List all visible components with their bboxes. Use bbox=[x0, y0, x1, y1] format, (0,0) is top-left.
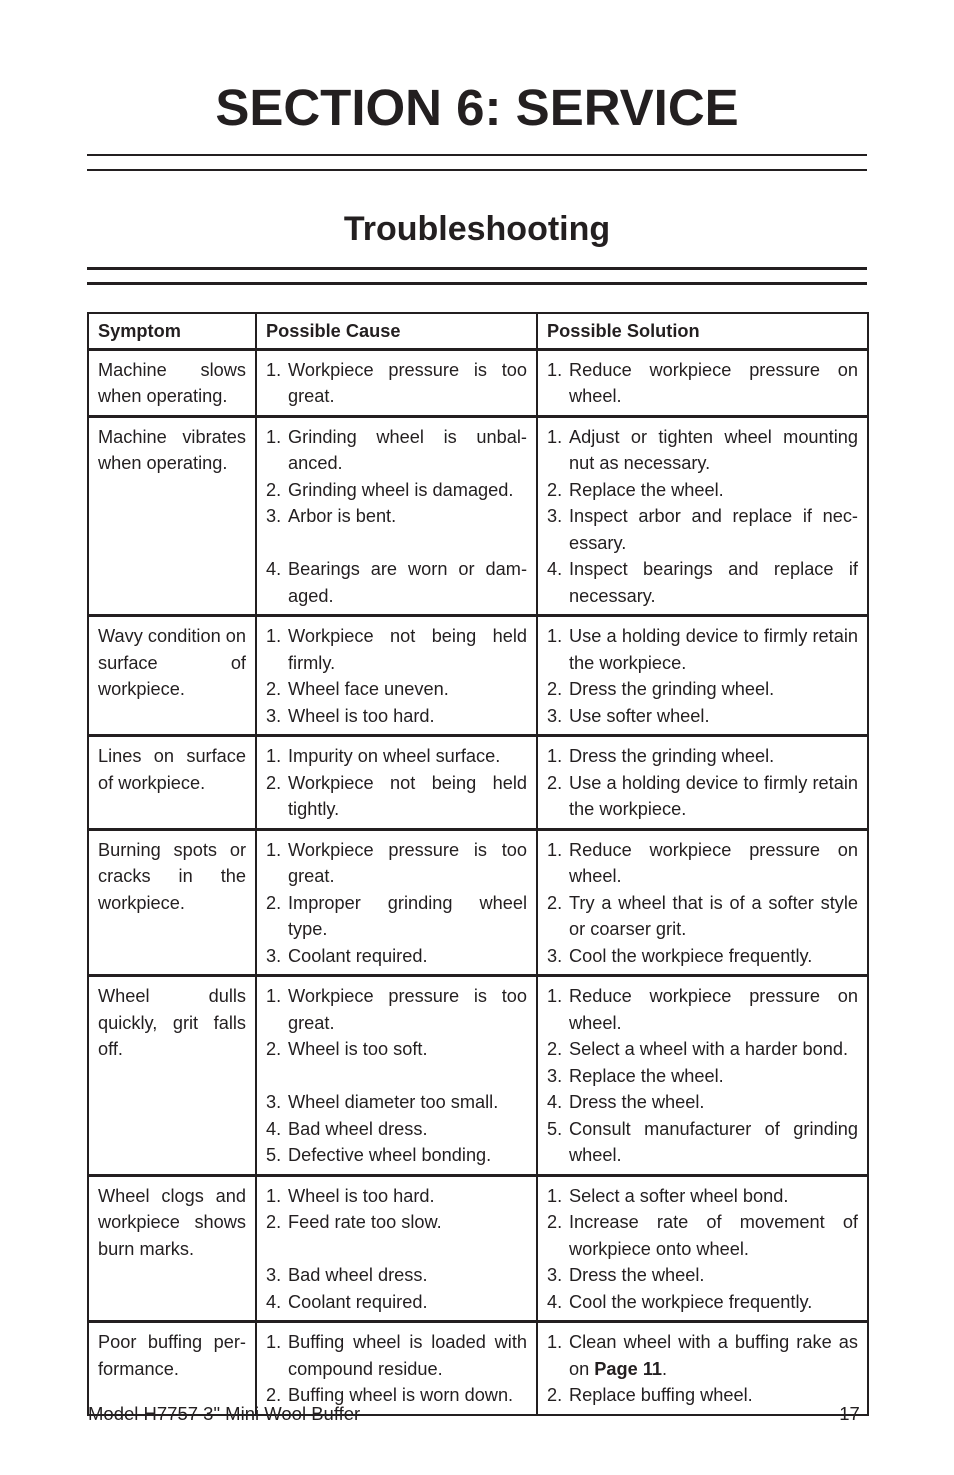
item-number: 1. bbox=[547, 626, 563, 646]
solution-text-main: Consult manufacturer of grinding wheel. bbox=[569, 1118, 858, 1165]
cause-text-main: Wheel face uneven. bbox=[288, 679, 449, 699]
item-number: 4. bbox=[266, 1118, 282, 1139]
table-row bbox=[88, 616, 868, 736]
symptom-cell: Lines on surface of workpiece. bbox=[88, 736, 256, 830]
item-number: 3. bbox=[547, 1065, 563, 1086]
solution-text bbox=[569, 676, 858, 703]
solution-text-main: Replace the wheel. bbox=[569, 1065, 724, 1086]
solution-text-main: Try a wheel that is of a softer style or coarser grit. bbox=[569, 892, 858, 939]
cause-item bbox=[266, 1036, 527, 1063]
solution-text bbox=[569, 770, 858, 823]
item-number: 1. bbox=[266, 1332, 282, 1352]
solution-item bbox=[547, 703, 858, 730]
spacer bbox=[266, 1236, 527, 1263]
spacer bbox=[266, 1063, 527, 1090]
column-header-solution: Possible Solution bbox=[537, 313, 868, 349]
cause-text bbox=[288, 770, 527, 823]
cause-text-main: Bad wheel dress. bbox=[288, 1118, 428, 1139]
cause-item bbox=[266, 424, 527, 477]
cause-text bbox=[288, 943, 527, 970]
solution-item bbox=[547, 1183, 858, 1210]
cause-item bbox=[266, 890, 527, 943]
cause-text-main: Workpiece not being held firmly. bbox=[288, 626, 527, 673]
symptom-cell: Poor buffing per-formance. bbox=[88, 1322, 256, 1415]
cause-text-main: Grinding wheel is unbal-anced. bbox=[288, 426, 527, 473]
item-number: 1. bbox=[266, 626, 282, 646]
cause-text-main: Grinding wheel is damaged. bbox=[288, 479, 514, 500]
item-number: 2. bbox=[266, 479, 282, 500]
column-header-cause: Possible Cause bbox=[256, 313, 537, 349]
solution-text bbox=[569, 556, 858, 609]
item-number: 4. bbox=[547, 1092, 563, 1112]
cause-text bbox=[288, 1089, 527, 1116]
solution-item bbox=[547, 1089, 858, 1116]
item-number: 1. bbox=[547, 359, 563, 380]
cause-text bbox=[288, 676, 527, 703]
solution-item bbox=[547, 1289, 858, 1316]
divider bbox=[87, 282, 867, 285]
table-row bbox=[88, 1175, 868, 1322]
item-number: 3. bbox=[266, 945, 282, 966]
cause-text bbox=[288, 1329, 527, 1382]
solution-text-main: Dress the grinding wheel. bbox=[569, 679, 775, 699]
cause-text bbox=[288, 357, 527, 410]
spacer bbox=[266, 530, 527, 557]
solution-text-main: Select a softer wheel bond. bbox=[569, 1185, 789, 1206]
cause-text bbox=[288, 556, 527, 609]
solution-text bbox=[569, 943, 858, 970]
solution-cell bbox=[537, 736, 868, 830]
item-number: 3. bbox=[266, 1265, 282, 1285]
solution-cell bbox=[537, 1175, 868, 1322]
item-number: 4. bbox=[547, 1291, 563, 1312]
item-number: 2. bbox=[266, 772, 282, 793]
solution-item bbox=[547, 1209, 858, 1262]
cause-item bbox=[266, 477, 527, 504]
item-number: 1. bbox=[547, 746, 563, 766]
table-row bbox=[88, 736, 868, 830]
cause-cell bbox=[256, 1175, 537, 1322]
item-number: 1. bbox=[266, 1185, 282, 1206]
solution-text-main: Replace the wheel. bbox=[569, 479, 724, 500]
item-number: 3. bbox=[266, 506, 282, 526]
solution-text bbox=[569, 743, 858, 770]
solution-item bbox=[547, 477, 858, 504]
solution-text-tail: . bbox=[662, 1358, 668, 1379]
solution-text bbox=[569, 1063, 858, 1090]
item-number: 4. bbox=[266, 559, 282, 579]
solution-text bbox=[569, 837, 858, 890]
solution-item bbox=[547, 676, 858, 703]
section-title: SECTION 6: SERVICE bbox=[215, 79, 739, 136]
cause-text-main: Coolant required. bbox=[288, 945, 428, 966]
cause-text bbox=[288, 1183, 527, 1210]
solution-item bbox=[547, 503, 858, 556]
solution-text-main: Cool the workpiece frequently. bbox=[569, 1291, 813, 1312]
cause-text-main: Bearings are worn or dam-aged. bbox=[288, 559, 527, 606]
cause-item bbox=[266, 623, 527, 676]
cause-text bbox=[288, 1116, 527, 1143]
item-number: 3. bbox=[547, 705, 563, 726]
cause-item bbox=[266, 676, 527, 703]
cause-text-main: Impurity on wheel surface. bbox=[288, 746, 501, 766]
item-number: 3. bbox=[266, 705, 282, 726]
solution-text bbox=[569, 1116, 858, 1169]
symptom-cell: Burning spots or cracks in the workpiece. bbox=[88, 829, 256, 976]
item-number: 4. bbox=[266, 1291, 282, 1312]
cause-text-main: Feed rate too slow. bbox=[288, 1212, 442, 1232]
solution-text-main: Increase rate of movement of workpiece onto wheel. bbox=[569, 1212, 858, 1259]
solution-text-main: Inspect bearings and replace if necessary. bbox=[569, 559, 858, 606]
cause-text-main: Workpiece not being held tightly. bbox=[288, 772, 527, 819]
solution-text-main: Inspect arbor and replace if nec-essary. bbox=[569, 506, 858, 553]
solution-text-main: Cool the workpiece frequently. bbox=[569, 945, 813, 966]
item-number: 5. bbox=[266, 1145, 282, 1165]
item-number: 2. bbox=[547, 772, 563, 793]
cause-item bbox=[266, 1142, 527, 1169]
solution-item bbox=[547, 983, 858, 1036]
item-number: 4. bbox=[547, 559, 563, 579]
solution-text bbox=[569, 357, 858, 410]
solution-item bbox=[547, 837, 858, 890]
item-number: 2. bbox=[547, 892, 563, 913]
symptom-cell: Machine vibrates when operating. bbox=[88, 416, 256, 616]
cause-item bbox=[266, 743, 527, 770]
cause-text bbox=[288, 623, 527, 676]
cause-text-main: Arbor is bent. bbox=[288, 506, 397, 526]
cause-text bbox=[288, 503, 527, 530]
cause-text bbox=[288, 743, 527, 770]
solution-text-main: Use a holding device to firmly retain the workpiece. bbox=[569, 626, 858, 673]
item-number: 2. bbox=[547, 1212, 563, 1232]
cause-text-main: Wheel is too hard. bbox=[288, 705, 435, 726]
item-number: 2. bbox=[266, 679, 282, 699]
solution-text-main: Dress the wheel. bbox=[569, 1265, 705, 1285]
solution-cell bbox=[537, 829, 868, 976]
cause-cell bbox=[256, 736, 537, 830]
item-number: 1. bbox=[266, 986, 282, 1006]
column-header-symptom: Symptom bbox=[88, 313, 256, 349]
item-number: 2. bbox=[266, 1039, 282, 1059]
solution-item bbox=[547, 890, 858, 943]
solution-item bbox=[547, 357, 858, 410]
cause-text bbox=[288, 1262, 527, 1289]
cause-cell bbox=[256, 829, 537, 976]
solution-cell bbox=[537, 416, 868, 616]
cause-text bbox=[288, 1209, 527, 1236]
cause-item bbox=[266, 1183, 527, 1210]
solution-item bbox=[547, 556, 858, 609]
cause-text-main: Workpiece pressure is too great. bbox=[288, 359, 527, 406]
solution-item bbox=[547, 770, 858, 823]
table-header-row bbox=[88, 313, 868, 349]
item-number: 3. bbox=[547, 506, 563, 526]
item-number: 1. bbox=[547, 1332, 563, 1352]
solution-cell bbox=[537, 1322, 868, 1415]
table-row bbox=[88, 829, 868, 976]
solution-cell bbox=[537, 616, 868, 736]
item-number: 1. bbox=[266, 359, 282, 380]
solution-text bbox=[569, 503, 858, 556]
solution-item bbox=[547, 623, 858, 676]
cause-text bbox=[288, 424, 527, 477]
cause-text-main: Defective wheel bonding. bbox=[288, 1145, 492, 1165]
cause-text bbox=[288, 477, 527, 504]
solution-text-main: Reduce workpiece pressure on wheel. bbox=[569, 986, 858, 1033]
solution-text bbox=[569, 1183, 858, 1210]
item-number: 1. bbox=[266, 839, 282, 860]
cause-item bbox=[266, 1289, 527, 1316]
cause-text-main: Wheel diameter too small. bbox=[288, 1092, 499, 1112]
solution-text bbox=[569, 1262, 858, 1289]
cause-text bbox=[288, 1036, 527, 1063]
solution-item bbox=[547, 1063, 858, 1090]
cause-cell bbox=[256, 349, 537, 416]
cause-item bbox=[266, 1089, 527, 1116]
table-row bbox=[88, 1322, 868, 1415]
cause-item bbox=[266, 1209, 527, 1236]
symptom-cell: Machine slows when operating. bbox=[88, 349, 256, 416]
cause-text bbox=[288, 890, 527, 943]
cause-item bbox=[266, 1116, 527, 1143]
table-row bbox=[88, 416, 868, 616]
cause-cell bbox=[256, 976, 537, 1176]
solution-text-main: Adjust or tighten wheel mounting nut as necessary. bbox=[569, 426, 858, 473]
item-number: 2. bbox=[547, 679, 563, 699]
item-number: 2. bbox=[266, 892, 282, 913]
cause-text bbox=[288, 837, 527, 890]
solution-text bbox=[569, 1382, 858, 1409]
cause-item bbox=[266, 1329, 527, 1382]
solution-text bbox=[569, 890, 858, 943]
subsection-title: Troubleshooting bbox=[343, 210, 611, 248]
solution-item bbox=[547, 424, 858, 477]
solution-text-main: Dress the wheel. bbox=[569, 1092, 705, 1112]
item-number: 2. bbox=[547, 1039, 563, 1059]
troubleshooting-table bbox=[87, 312, 869, 1416]
cause-item bbox=[266, 357, 527, 410]
solution-text-main: Reduce workpiece pressure on wheel. bbox=[569, 839, 858, 886]
item-number: 1. bbox=[266, 746, 282, 766]
solution-item bbox=[547, 1262, 858, 1289]
page-reference: Page 11 bbox=[594, 1358, 663, 1379]
cause-text-main: Buffing wheel is loaded with compound residue. bbox=[288, 1332, 527, 1379]
solution-item bbox=[547, 943, 858, 970]
cause-text-main: Workpiece pressure is too great. bbox=[288, 986, 527, 1033]
cause-text bbox=[288, 1142, 527, 1169]
solution-cell bbox=[537, 349, 868, 416]
solution-item bbox=[547, 743, 858, 770]
cause-item bbox=[266, 770, 527, 823]
cause-cell bbox=[256, 416, 537, 616]
solution-text-main: Dress the grinding wheel. bbox=[569, 746, 775, 766]
solution-text bbox=[569, 424, 858, 477]
cause-item bbox=[266, 837, 527, 890]
cause-text bbox=[288, 703, 527, 730]
solution-cell bbox=[537, 976, 868, 1176]
cause-text-main: Wheel is too soft. bbox=[288, 1039, 428, 1059]
cause-text bbox=[288, 1289, 527, 1316]
item-number: 2. bbox=[266, 1385, 282, 1405]
solution-item bbox=[547, 1329, 858, 1382]
cause-item bbox=[266, 556, 527, 609]
symptom-cell: Wheel clogs and workpiece shows burn marks. bbox=[88, 1175, 256, 1322]
item-number: 2. bbox=[266, 1212, 282, 1232]
solution-text-main: Reduce workpiece pressure on wheel. bbox=[569, 359, 858, 406]
solution-item bbox=[547, 1382, 858, 1409]
item-number: 1. bbox=[547, 839, 563, 860]
solution-text bbox=[569, 1089, 858, 1116]
page-number: -17- bbox=[833, 1403, 866, 1424]
solution-text bbox=[569, 1209, 858, 1262]
solution-text-main: Use softer wheel. bbox=[569, 705, 710, 726]
cause-text-main: Improper grinding wheel type. bbox=[288, 892, 527, 939]
cause-cell bbox=[256, 616, 537, 736]
item-number: 3. bbox=[547, 1265, 563, 1285]
divider bbox=[87, 154, 867, 156]
item-number: 1. bbox=[547, 426, 563, 447]
cause-text-main: Buffing wheel is worn down. bbox=[288, 1385, 514, 1405]
item-number: 3. bbox=[266, 1092, 282, 1112]
solution-text bbox=[569, 1289, 858, 1316]
cause-item bbox=[266, 503, 527, 530]
item-number: 1. bbox=[266, 426, 282, 447]
solution-text bbox=[569, 703, 858, 730]
item-number: 5. bbox=[547, 1118, 563, 1139]
cause-text-main: Bad wheel dress. bbox=[288, 1265, 428, 1285]
solution-text-main: Clean wheel with a buffing rake as on bbox=[569, 1332, 858, 1379]
solution-text-main: Replace buffing wheel. bbox=[569, 1385, 753, 1405]
solution-text-main: Use a holding device to firmly retain the workpiece. bbox=[569, 772, 858, 819]
solution-text bbox=[569, 477, 858, 504]
item-number: 1. bbox=[547, 986, 563, 1006]
cause-item bbox=[266, 983, 527, 1036]
divider bbox=[87, 169, 867, 171]
table-row bbox=[88, 976, 868, 1176]
solution-text-main: Select a wheel with a harder bond. bbox=[569, 1039, 849, 1059]
cause-text-main: Workpiece pressure is too great. bbox=[288, 839, 527, 886]
cause-text bbox=[288, 983, 527, 1036]
cause-text-main: Coolant required. bbox=[288, 1291, 428, 1312]
item-number: 2. bbox=[547, 1385, 563, 1405]
solution-text bbox=[569, 1036, 858, 1063]
table-row bbox=[88, 349, 868, 416]
table-body bbox=[88, 349, 868, 1415]
cause-item bbox=[266, 943, 527, 970]
solution-item bbox=[547, 1116, 858, 1169]
symptom-cell: Wavy condition on surface of workpiece. bbox=[88, 616, 256, 736]
solution-text bbox=[569, 623, 858, 676]
divider bbox=[87, 267, 867, 270]
cause-item bbox=[266, 703, 527, 730]
solution-item bbox=[547, 1036, 858, 1063]
cause-text-main: Wheel is too hard. bbox=[288, 1185, 435, 1206]
solution-text bbox=[569, 1329, 858, 1382]
cause-cell bbox=[256, 1322, 537, 1415]
symptom-cell: Wheel dulls quickly, grit falls off. bbox=[88, 976, 256, 1176]
footer-model: Model H7757 3" Mini Wool Buffer bbox=[88, 1403, 361, 1424]
item-number: 1. bbox=[547, 1185, 563, 1206]
item-number: 2. bbox=[547, 479, 563, 500]
cause-item bbox=[266, 1262, 527, 1289]
solution-text bbox=[569, 983, 858, 1036]
item-number: 3. bbox=[547, 945, 563, 966]
